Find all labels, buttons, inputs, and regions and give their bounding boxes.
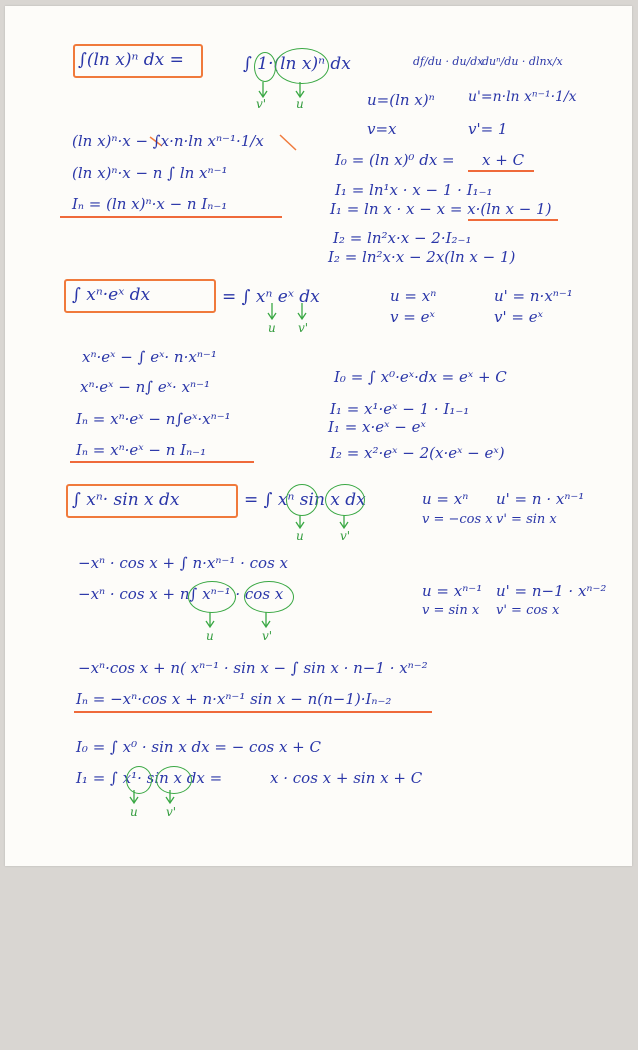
problem1-result: Iₙ = (ln x)ⁿ·x − n Iₙ₋₁ [72, 195, 228, 213]
problem1-step1: (ln x)ⁿ·x − ∫x·n·ln xⁿ⁻¹·1/x [72, 132, 264, 150]
problem3-du2-def: u' = n−1 · xⁿ⁻² [496, 582, 607, 600]
circle-1 [254, 52, 276, 82]
problem3-step1: −xⁿ · cos x + ∫ n·xⁿ⁻¹ · cos x [78, 554, 289, 572]
circle-2 [275, 48, 329, 84]
chain-rule-hint-b: duⁿ/du · dlnx/x [482, 55, 563, 68]
problem1-i0-underline [468, 170, 534, 172]
problem1-du-def: u'=n·ln xⁿ⁻¹·1/x [468, 89, 577, 105]
problem1-i2b: I₂ = ln²x·x − 2x(ln x − 1) [328, 248, 516, 266]
problem2-du-def: u' = n·xⁿ⁻¹ [494, 287, 573, 305]
problem2-u-mark: u [268, 321, 276, 335]
problem2-dv-def: v' = eˣ [494, 308, 543, 326]
problem1-i1a: I₁ = ln¹x · x − 1 · I₁₋₁ [335, 181, 493, 199]
problem2-i2: I₂ = x²·eˣ − 2(x·eˣ − eˣ) [330, 444, 505, 462]
problem2-step1: xⁿ·eˣ − ∫ eˣ· n·xⁿ⁻¹ [82, 348, 217, 366]
problem1-step2: (ln x)ⁿ·x − n ∫ ln xⁿ⁻¹ [72, 164, 228, 182]
problem2-i1b: I₁ = x·eˣ − eˣ [328, 418, 426, 436]
problem3-v2-def: v = sin x [422, 603, 480, 618]
problem3-i1-result: x · cos x + sin x + C [270, 769, 423, 787]
problem1-result-underline [60, 216, 282, 218]
problem3-step3: −xⁿ·cos x + n( xⁿ⁻¹ · sin x − ∫ sin x · n−1 · xⁿ⁻² [78, 659, 428, 677]
problem3-u2-def: u = xⁿ⁻¹ [422, 582, 483, 600]
problem3-dv2-def: v' = cos x [496, 603, 560, 618]
problem3-i0: I₀ = ∫ x⁰ · sin x dx = − cos x + C [76, 738, 321, 756]
problem3-title: ∫ xⁿ· sin x dx [72, 490, 180, 510]
problem3-v-def: v = −cos x [422, 512, 493, 527]
circle-6 [244, 581, 294, 613]
problem3-step2: −xⁿ · cos x + n∫ xⁿ⁻¹ · cos x [78, 585, 284, 603]
problem3-i1: I₁ = ∫ x¹· sin x dx = [76, 769, 223, 787]
problem3-v-mark: v' [340, 529, 351, 543]
circle-8 [156, 766, 192, 794]
problem2-result: Iₙ = xⁿ·eˣ − n Iₙ₋₁ [76, 441, 207, 459]
problem1-title: ∫(ln x)ⁿ dx = [78, 50, 184, 70]
problem1-i1b: I₁ = ln x · x − x = x·(ln x − 1) [330, 200, 552, 218]
problem2-step2: xⁿ·eˣ − n∫ eˣ· xⁿ⁻¹ [80, 378, 211, 396]
problem1-i0-result: x + C [482, 151, 525, 169]
problem3-dv-def: v' = sin x [496, 512, 557, 527]
problem3-v2-mark: v' [262, 629, 273, 643]
problem1-v-def: v=x [367, 120, 397, 138]
problem2-title: ∫ xⁿ·eˣ dx [72, 285, 151, 305]
circle-4 [325, 484, 365, 516]
problem3-u-def: u = xⁿ [422, 490, 469, 508]
problem1-i1-underline [468, 219, 558, 221]
problem1-i2a: I₂ = ln²x·x − 2·I₂₋₁ [333, 229, 472, 247]
problem3-rewrite: = ∫ xⁿ sin x dx [244, 490, 366, 510]
problem3-result: Iₙ = −xⁿ·cos x + n·xⁿ⁻¹ sin x − n(n−1)·Iₙ₋₂ [76, 690, 392, 708]
circle-3 [286, 484, 318, 516]
problem1-u-def: u=(ln x)ⁿ [367, 91, 435, 109]
problem3-u-mark: u [296, 529, 304, 543]
problem1-rewrite: ∫ 1·(ln x)ⁿ dx [243, 54, 351, 74]
problem2-rewrite: = ∫ xⁿ eˣ dx [222, 287, 320, 307]
circle-5 [188, 581, 236, 613]
problem3-result-underline [74, 711, 432, 713]
problem3-v3-mark: v' [166, 805, 177, 819]
problem2-v-mark: v' [298, 321, 309, 335]
problem1-dv-def: v'= 1 [468, 120, 508, 138]
problem1-u-mark: u [296, 97, 304, 111]
problem3-du-def: u' = n · xⁿ⁻¹ [496, 490, 585, 508]
problem2-v-def: v = eˣ [390, 308, 435, 326]
problem2-i1a: I₁ = x¹·eˣ − 1 · I₁₋₁ [330, 400, 470, 418]
problem3-u3-mark: u [130, 805, 138, 819]
problem2-step3: Iₙ = xⁿ·eˣ − n∫eˣ·xⁿ⁻¹ [76, 410, 231, 428]
problem2-u-def: u = xⁿ [390, 287, 437, 305]
problem1-v-mark: v' [256, 97, 267, 111]
chain-rule-hint-a: df/du · du/dx [413, 55, 484, 68]
problem2-i0: I₀ = ∫ x⁰·eˣ·dx = eˣ + C [334, 368, 507, 386]
circle-7 [126, 766, 152, 794]
problem2-result-underline [70, 461, 254, 463]
problem1-i0: I₀ = (ln x)⁰ dx = [335, 151, 455, 169]
problem3-u2-mark: u [206, 629, 214, 643]
